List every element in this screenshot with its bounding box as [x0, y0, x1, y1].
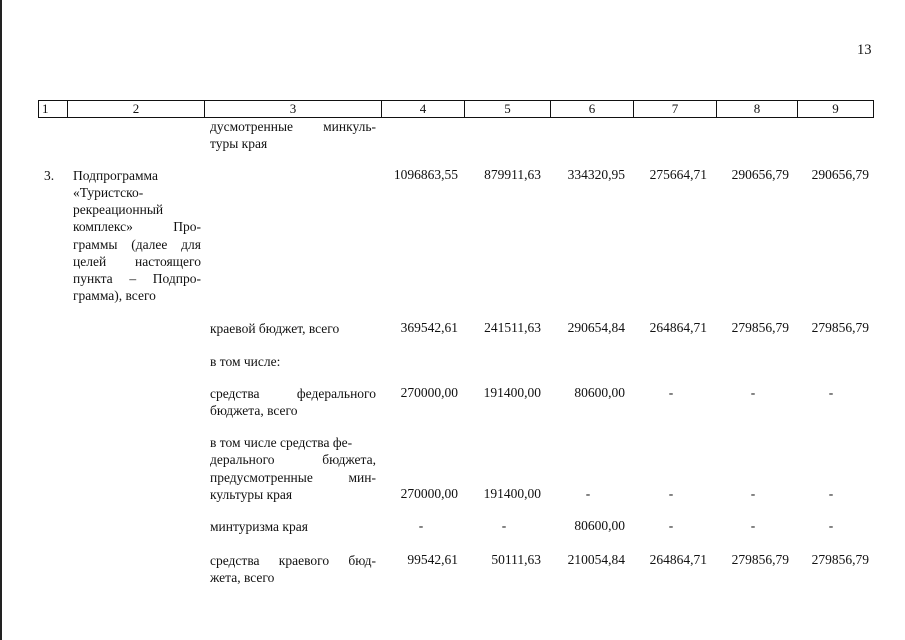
cell-col-4: -: [418, 518, 424, 533]
item-name-line: целей настоящего: [73, 254, 201, 269]
cell-col-5: 241511,63: [484, 320, 541, 335]
item-total-col-6: 334320,95: [567, 167, 625, 182]
row-label: средства федерального: [210, 386, 376, 401]
item-total-col-9: 290656,79: [811, 167, 869, 182]
row-label: средства краевого бюд-: [210, 553, 376, 568]
header-col-7: 7: [634, 101, 717, 117]
header-col-3: 3: [205, 101, 382, 117]
continuation-line: дусмотренные минкуль-: [210, 119, 376, 134]
header-col-4: 4: [382, 101, 465, 117]
row-label: минтуризма края: [210, 519, 308, 534]
cell-col-7: -: [668, 486, 674, 501]
item-name-line: рекреационный: [73, 202, 164, 217]
cell-col-7: -: [668, 518, 674, 533]
item-total-col-4: 1096863,55: [393, 167, 458, 182]
cell-col-8: 279856,79: [731, 320, 789, 335]
item-name-line: Подпрограмма: [73, 168, 158, 183]
cell-col-4: 99542,61: [407, 552, 458, 567]
row-label: дерального бюджета,: [210, 452, 376, 467]
cell-col-6: 290654,84: [567, 320, 625, 335]
cell-col-4: 369542,61: [400, 320, 458, 335]
cell-col-8: -: [750, 518, 756, 533]
cell-col-5: 191400,00: [483, 385, 541, 400]
continuation-line: туры края: [210, 136, 268, 151]
page-number: 13: [857, 42, 872, 58]
item-total-col-8: 290656,79: [731, 167, 789, 182]
header-col-6: 6: [551, 101, 634, 117]
cell-col-5: 50111,63: [491, 552, 541, 567]
header-col-5: 5: [465, 101, 551, 117]
cell-col-6: 80600,00: [574, 518, 625, 533]
cell-col-7: -: [668, 385, 674, 400]
cell-col-9: 279856,79: [811, 320, 869, 335]
cell-col-4: 270000,00: [400, 486, 458, 501]
row-label: предусмотренные мин-: [210, 470, 376, 485]
header-col-1: 1: [39, 101, 68, 117]
row-label: культуры края: [210, 487, 293, 502]
header-col-8: 8: [717, 101, 798, 117]
cell-col-6: -: [585, 486, 591, 501]
cell-col-8: -: [750, 486, 756, 501]
cell-col-5: 191400,00: [483, 486, 541, 501]
row-label: жета, всего: [210, 570, 275, 585]
row-label: в том числе:: [210, 354, 281, 369]
table-header-row: [38, 100, 874, 118]
row-label: в том числе средства фе-: [210, 435, 353, 450]
cell-col-7: 264864,71: [649, 320, 707, 335]
cell-col-8: 279856,79: [731, 552, 789, 567]
cell-col-9: -: [828, 486, 834, 501]
cell-col-5: -: [501, 518, 507, 533]
item-name-line: комплекс» Про-: [73, 219, 201, 234]
item-name-line: «Туристско-: [73, 185, 144, 200]
item-total-col-5: 879911,63: [484, 167, 541, 182]
row-label: краевой бюджет, всего: [210, 321, 340, 336]
row-label: бюджета, всего: [210, 403, 298, 418]
cell-col-7: 264864,71: [649, 552, 707, 567]
item-name-line: граммы (далее для: [73, 237, 201, 252]
header-col-9: 9: [832, 101, 839, 116]
header-col-2: 2: [68, 101, 205, 117]
cell-col-6: 210054,84: [567, 552, 625, 567]
page-left-edge: [0, 0, 2, 640]
cell-col-4: 270000,00: [400, 385, 458, 400]
cell-col-9: -: [828, 385, 834, 400]
cell-col-6: 80600,00: [574, 385, 625, 400]
item-name-line: пункта – Подпро-: [73, 271, 201, 286]
item-total-col-7: 275664,71: [649, 167, 707, 182]
item-number: 3.: [44, 168, 55, 183]
item-name-line: грамма), всего: [73, 288, 156, 303]
cell-col-9: -: [828, 518, 834, 533]
cell-col-9: 279856,79: [811, 552, 869, 567]
cell-col-8: -: [750, 385, 756, 400]
